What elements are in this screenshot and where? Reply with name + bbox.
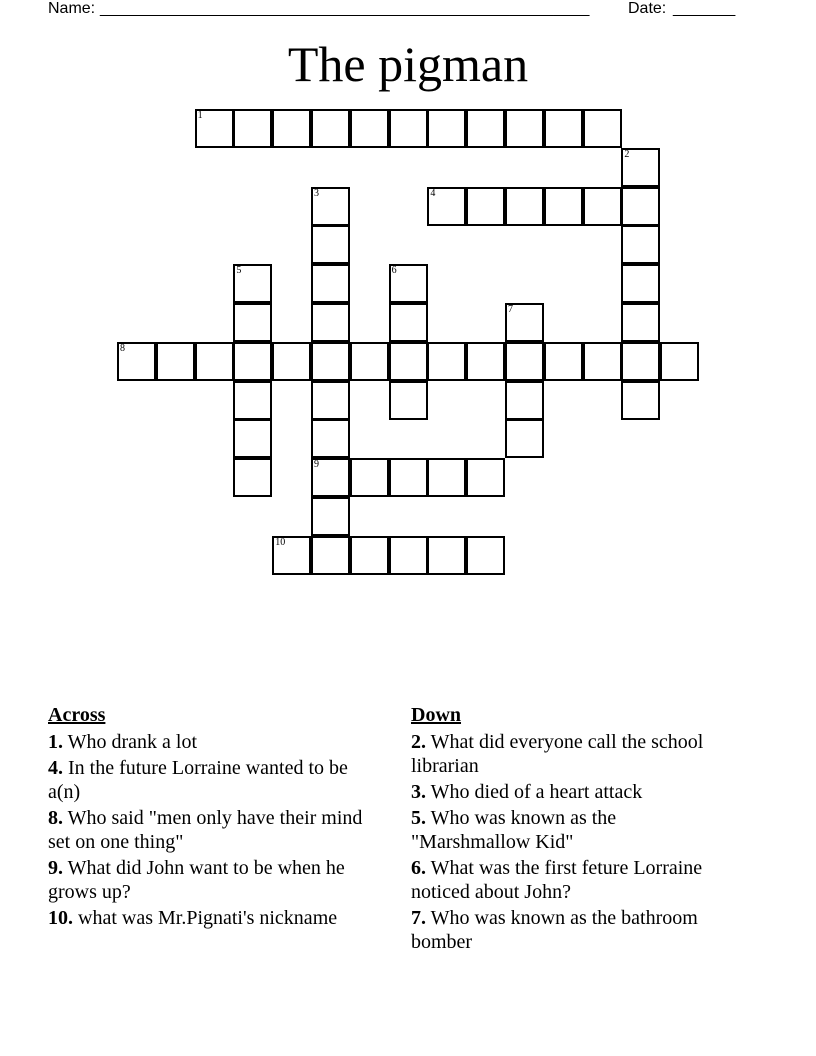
- grid-cell[interactable]: [544, 109, 583, 148]
- grid-cell[interactable]: [350, 342, 389, 381]
- clue-text: What did John want to be when he grows up?: [48, 857, 345, 903]
- page-title: The pigman: [287, 36, 529, 92]
- clue-number: 7.: [411, 907, 426, 929]
- grid-cell[interactable]: [311, 536, 350, 575]
- grid-cell[interactable]: [311, 458, 350, 497]
- grid-cell[interactable]: [311, 109, 350, 148]
- grid-cell[interactable]: [233, 419, 272, 458]
- date-field[interactable]: _______: [673, 0, 736, 17]
- grid-cell[interactable]: [311, 419, 350, 458]
- clue-down-3: [411, 780, 731, 804]
- clue-down-5: [411, 806, 731, 854]
- name-label: Name:: [48, 0, 96, 17]
- grid-cell[interactable]: [233, 264, 272, 303]
- clue-text: What was the first feture Lorraine noticed about John?: [411, 857, 703, 903]
- grid-cell[interactable]: [311, 264, 350, 303]
- grid-cell[interactable]: [311, 381, 350, 420]
- cell-number: 10: [275, 536, 286, 548]
- clue-number: 5.: [411, 807, 426, 829]
- grid-cell[interactable]: [233, 303, 272, 342]
- clue-across-8: [48, 806, 383, 854]
- grid-cell[interactable]: [621, 187, 660, 226]
- grid-cell[interactable]: [466, 342, 505, 381]
- grid-cell[interactable]: [389, 264, 428, 303]
- across-clues: [48, 703, 383, 932]
- cell-number: 7: [508, 304, 513, 315]
- grid-cell[interactable]: [505, 187, 544, 226]
- grid-cell[interactable]: [544, 342, 583, 381]
- clue-across-9: [48, 856, 383, 904]
- grid-cell[interactable]: [621, 225, 660, 264]
- clue-across-1: [48, 730, 383, 754]
- grid-cell[interactable]: [233, 381, 272, 420]
- grid-cell[interactable]: [389, 458, 428, 497]
- grid-cell[interactable]: [505, 303, 544, 342]
- grid-cell[interactable]: [466, 458, 505, 497]
- grid-cell[interactable]: [505, 381, 544, 420]
- cell-number: 5: [236, 265, 242, 277]
- down-heading: Down: [411, 704, 462, 726]
- clue-down-2: [411, 730, 731, 778]
- grid-cell[interactable]: [272, 342, 311, 381]
- grid-cell[interactable]: [505, 109, 544, 148]
- grid-cell[interactable]: [466, 536, 505, 575]
- grid-cell[interactable]: [389, 303, 428, 342]
- clue-text: Who was known as the "Marshmallow Kid": [411, 807, 617, 853]
- grid-cell[interactable]: [272, 536, 311, 575]
- grid-cell[interactable]: [621, 148, 660, 187]
- clue-text: What did everyone call the school librarian: [411, 731, 704, 777]
- grid-cell[interactable]: [621, 264, 660, 303]
- grid-cell[interactable]: [621, 381, 660, 420]
- grid-cell[interactable]: [660, 342, 699, 381]
- grid-cell[interactable]: [156, 342, 195, 381]
- grid-cell[interactable]: [195, 109, 234, 148]
- grid-cell[interactable]: [466, 187, 505, 226]
- grid-cell[interactable]: [427, 342, 466, 381]
- cell-number: 2: [624, 148, 630, 160]
- grid-cell[interactable]: [389, 381, 428, 420]
- clue-number: 2.: [411, 731, 426, 753]
- grid-cell[interactable]: [427, 109, 466, 148]
- grid-cell[interactable]: [311, 497, 350, 536]
- clue-down-6: [411, 856, 731, 904]
- grid-cell[interactable]: [117, 342, 156, 381]
- cell-number: 4: [430, 187, 436, 199]
- grid-cell[interactable]: [505, 419, 544, 458]
- grid-cell[interactable]: [544, 187, 583, 226]
- grid-cell[interactable]: [311, 303, 350, 342]
- grid-cell[interactable]: [311, 342, 350, 381]
- grid-cell[interactable]: [233, 109, 272, 148]
- grid-cell[interactable]: [389, 342, 428, 381]
- grid-cell[interactable]: [505, 342, 544, 381]
- clue-text: In the future Lorraine wanted to be a(n): [48, 757, 348, 803]
- grid-cell[interactable]: [427, 187, 466, 226]
- grid-cell[interactable]: [350, 536, 389, 575]
- clue-text: Who said "men only have their mind set on one thing": [48, 807, 363, 853]
- grid-cell[interactable]: [233, 458, 272, 497]
- cell-number: 1: [197, 110, 203, 121]
- clue-down-7: [411, 906, 731, 954]
- grid-cell[interactable]: [311, 187, 350, 226]
- clue-number: 10.: [48, 907, 73, 929]
- cell-number: 6: [391, 265, 397, 277]
- clue-text: Who died of a heart attack: [430, 781, 643, 803]
- clue-number: 4.: [48, 757, 63, 779]
- across-heading: Across: [48, 704, 106, 726]
- grid-cell[interactable]: [350, 458, 389, 497]
- grid-cell[interactable]: [389, 536, 428, 575]
- clue-number: 3.: [411, 781, 426, 803]
- grid-cell[interactable]: [311, 225, 350, 264]
- date-label: Date:: [628, 0, 667, 17]
- grid-cell[interactable]: [466, 109, 505, 148]
- grid-cell[interactable]: [350, 109, 389, 148]
- cell-number: 9: [314, 459, 319, 471]
- grid-cell[interactable]: [272, 109, 311, 148]
- grid-cell[interactable]: [621, 303, 660, 342]
- name-field[interactable]: _______________________________________________________: [100, 0, 590, 17]
- grid-cell[interactable]: [583, 109, 622, 148]
- clue-number: 6.: [411, 857, 426, 879]
- clue-text: Who drank a lot: [67, 731, 198, 753]
- grid-cell[interactable]: [427, 458, 466, 497]
- clue-number: 1.: [48, 731, 63, 753]
- grid-cell[interactable]: [195, 342, 234, 381]
- cell-number: 8: [120, 342, 125, 354]
- grid-cell[interactable]: [233, 342, 272, 381]
- cell-number: 3: [314, 187, 319, 199]
- grid-cell[interactable]: [583, 342, 622, 381]
- grid-cell[interactable]: [621, 342, 660, 381]
- clue-across-4: [48, 756, 383, 804]
- grid-cell[interactable]: [389, 109, 428, 148]
- clue-text: what was Mr.Pignati's nickname: [78, 907, 338, 929]
- clue-text: Who was known as the bathroom bomber: [411, 907, 698, 953]
- clue-across-10: [48, 906, 383, 930]
- grid-cell[interactable]: [583, 187, 622, 226]
- down-clues: [411, 703, 731, 956]
- clue-number: 8.: [48, 807, 63, 829]
- clue-number: 9.: [48, 857, 63, 879]
- grid-cell[interactable]: [427, 536, 466, 575]
